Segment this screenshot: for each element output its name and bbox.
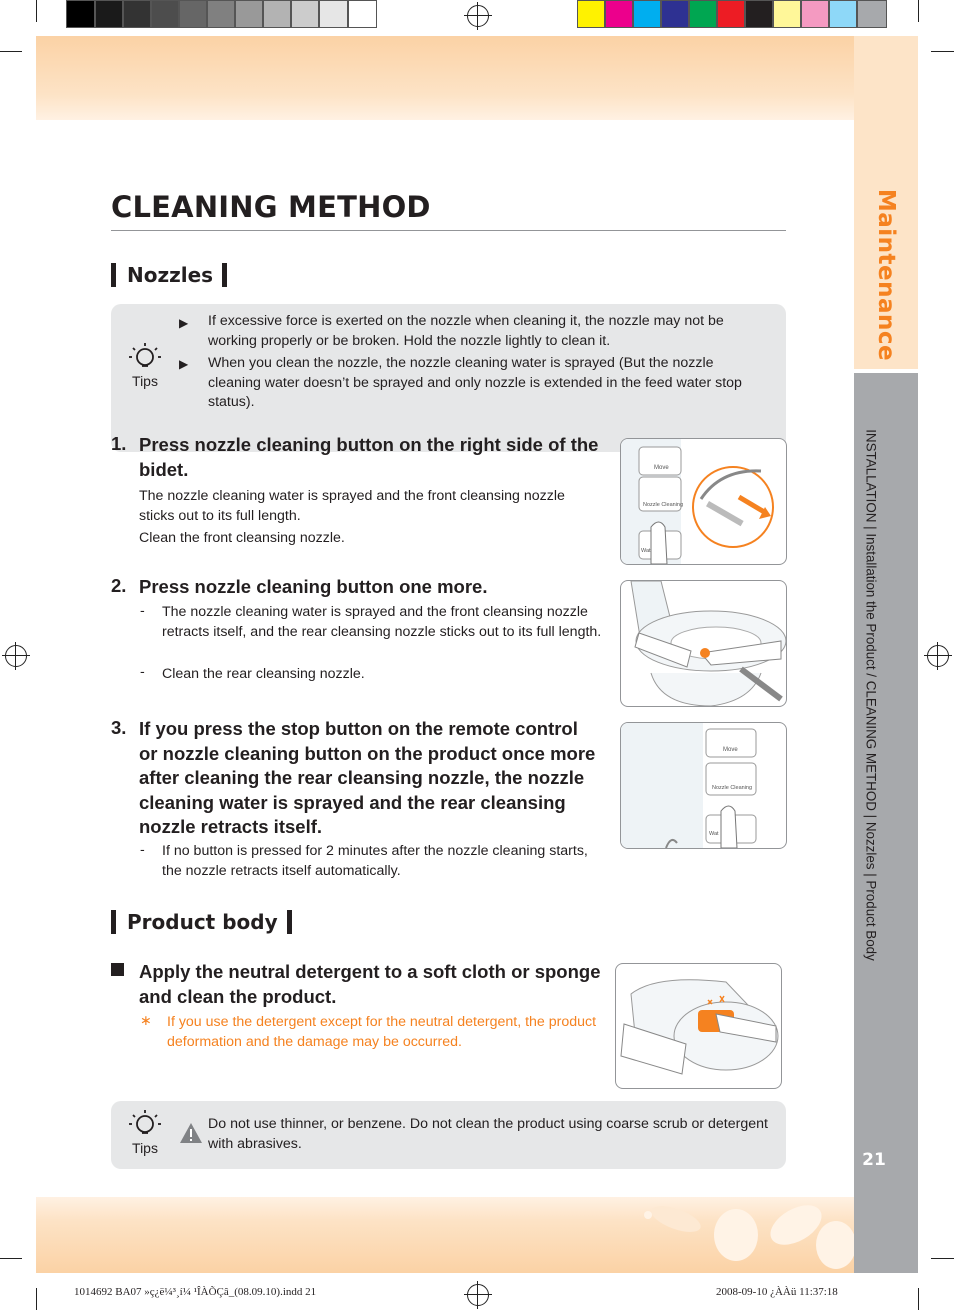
step-number: 1. <box>111 433 127 454</box>
tips-box-warning <box>111 1101 786 1169</box>
step-number: 2. <box>111 575 127 596</box>
tip-item: If excessive force is exerted on the nozzle when cleaning it, the nozzle may not be working properly or be broken. Hold the nozzle lightly to clean it. <box>208 313 724 349</box>
lightbulb-icon <box>127 1109 163 1139</box>
panel-nozzle-cleaning-label: Nozzle Cleaning <box>643 502 684 508</box>
panel-water-label: Wat <box>641 548 651 554</box>
panel-water-label: Wat <box>709 831 719 837</box>
panel-move-label: Move <box>654 465 669 471</box>
tips-lightbulb <box>125 1109 165 1156</box>
step-heading: If you press the stop button on the remote control or nozzle cleaning button on the product once more after cleaning the rear cleansing nozzle, the nozzle cleaning water is sprayed and the rear cleansing nozzle retracts itself. <box>139 718 596 837</box>
tips-label: Tips <box>132 373 158 389</box>
header-band <box>36 36 918 120</box>
illustration-product-body <box>615 963 782 1089</box>
caution-note: If you use the detergent except for the neutral detergent, the product deformation and the damage may be occurred. <box>167 1014 597 1050</box>
section-heading-label: Nozzles <box>127 263 214 287</box>
panel-nozzle-cleaning-label: Nozzle Cleaning <box>712 785 753 791</box>
step-bullet: The nozzle cleaning water is sprayed and the front cleansing nozzle retracts itself, and the rear cleansing nozzle sticks out to its full length. <box>162 604 602 640</box>
registration-mark-right <box>927 645 949 667</box>
page-number: 21 <box>862 1150 886 1170</box>
dash-bullet: - <box>140 842 145 858</box>
asterisk-mark: ∗ <box>140 1013 152 1029</box>
lightbulb-icon <box>127 342 163 372</box>
warning-icon <box>179 1122 203 1144</box>
step-heading: Press nozzle cleaning button on the right side of the bidet. <box>139 434 599 480</box>
step-bullet: Clean the rear cleansing nozzle. <box>162 666 365 682</box>
section-heading-product-body <box>111 910 292 934</box>
square-bullet-icon <box>111 963 124 976</box>
dash-bullet: - <box>140 664 145 680</box>
section-heading-nozzles <box>111 263 227 287</box>
step-body: The nozzle cleaning water is sprayed and the front cleansing nozzle sticks out to its full length. <box>139 488 565 524</box>
leaf-decoration-icon <box>36 1197 854 1273</box>
registration-mark-bottom <box>467 1284 489 1306</box>
side-tab-label: Maintenance <box>873 188 899 362</box>
bullet-triangle-icon: ▶ <box>179 316 189 330</box>
title-divider <box>111 230 786 231</box>
illustration-rear-nozzle <box>620 580 787 707</box>
bullet-triangle-icon: ▶ <box>179 357 189 371</box>
illustration-nozzle-button <box>620 438 787 565</box>
tips-lightbulb <box>125 342 165 389</box>
instruction-heading: Apply the neutral detergent to a soft cloth or sponge and clean the product. <box>139 961 601 1007</box>
registration-mark-top <box>467 5 489 27</box>
tips-box-nozzles <box>111 304 786 452</box>
step-number: 3. <box>111 717 127 738</box>
footer-file-info: 1014692 BA07 »ç¿ë¼³¸í¼ ¹ÎÀÕÇâ_(08.09.10).indd 21 <box>74 1286 317 1298</box>
dash-bullet: - <box>140 603 145 619</box>
step-heading: Press nozzle cleaning button one more. <box>139 576 488 597</box>
side-breadcrumb: INSTALLATION | Installation the Product / CLEANING METHOD | Nozzles | Product Body <box>863 429 879 961</box>
panel-move-label: Move <box>723 747 738 753</box>
section-heading-label: Product body <box>127 910 278 934</box>
step-bullet: If no button is pressed for 2 minutes after the nozzle cleaning starts, the nozzle retracts itself automatically. <box>162 843 588 879</box>
page-title: CLEANING METHOD <box>111 190 431 224</box>
illustration-stop-button <box>620 722 787 849</box>
footer-timestamp: 2008-09-10 ¿ÀÀü 11:37:18 <box>716 1286 838 1298</box>
tip-item: When you clean the nozzle, the nozzle cleaning water is sprayed (But the nozzle cleaning water doesn’t be sprayed and only nozzle is extended in the feed water stop status). <box>208 355 742 410</box>
tips-label: Tips <box>132 1140 158 1156</box>
registration-mark-left <box>5 645 27 667</box>
warning-text: Do not use thinner, or benzene. Do not clean the product using coarse scrub or detergent with abrasives. <box>208 1116 768 1152</box>
step-body: Clean the front cleansing nozzle. <box>139 530 345 546</box>
footer-band <box>36 1197 854 1273</box>
